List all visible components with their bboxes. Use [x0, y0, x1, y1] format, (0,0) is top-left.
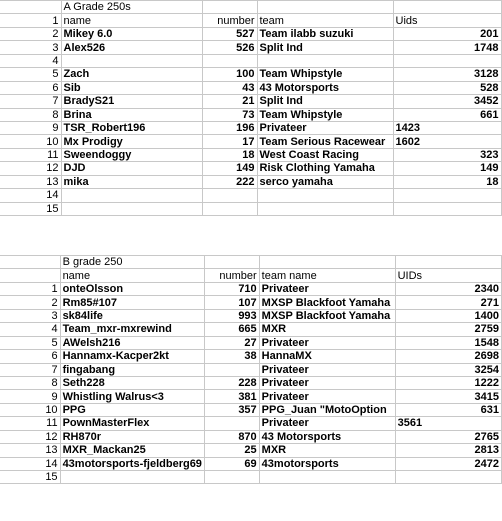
header-team[interactable]: team name [259, 269, 395, 282]
rider-number-cell[interactable]: 27 [204, 336, 259, 349]
rider-name-cell[interactable]: Team_mxr-mxrewind [60, 323, 204, 336]
table-row [0, 417, 502, 430]
rider-number-cell[interactable] [202, 202, 257, 215]
row-number: 11 [0, 148, 61, 161]
team-cell[interactable]: HannaMX [259, 350, 395, 363]
rider-name-cell[interactable]: TSR_Robert196 [61, 121, 202, 134]
row-number: 13 [0, 175, 61, 188]
table-row [0, 54, 501, 67]
table-row [0, 282, 502, 295]
header-name[interactable]: name [61, 14, 202, 27]
team-cell[interactable]: Team Whipstyle [257, 68, 393, 81]
team-cell[interactable]: Team Whipstyle [257, 108, 393, 121]
uid-cell[interactable]: 1748 [393, 41, 501, 54]
table-row [0, 323, 502, 336]
uid-cell[interactable]: 1548 [395, 336, 501, 349]
team-cell[interactable]: Team ilabb suzuki [257, 27, 393, 40]
table-row [0, 309, 502, 322]
rider-number-cell[interactable]: 17 [202, 135, 257, 148]
rider-name-cell[interactable]: sk84life [60, 309, 204, 322]
rider-number-cell[interactable]: 665 [204, 323, 259, 336]
table-row [0, 41, 501, 54]
header-row [0, 269, 502, 282]
team-cell[interactable] [259, 471, 395, 484]
table-row [0, 148, 501, 161]
table-row [0, 444, 502, 457]
uid-cell[interactable]: 1423 [393, 121, 501, 134]
empty-cell[interactable] [259, 256, 395, 269]
table-row [0, 336, 502, 349]
rider-name-cell[interactable]: Mx Prodigy [61, 135, 202, 148]
team-cell[interactable]: Privateer [259, 376, 395, 389]
table-row [0, 108, 501, 121]
uid-cell[interactable]: 3254 [395, 363, 501, 376]
uid-cell[interactable]: 3561 [395, 417, 501, 430]
uid-cell[interactable]: 1222 [395, 376, 501, 389]
table-row [0, 95, 501, 108]
team-cell[interactable]: 43motorsports [259, 457, 395, 470]
rider-name-cell[interactable]: Alex526 [61, 41, 202, 54]
team-cell[interactable]: West Coast Racing [257, 148, 393, 161]
rider-number-cell[interactable]: 870 [204, 430, 259, 443]
rider-number-cell[interactable]: 527 [202, 27, 257, 40]
header-uids[interactable]: UIDs [395, 269, 501, 282]
header-number[interactable]: number [202, 14, 257, 27]
rider-number-cell[interactable] [204, 363, 259, 376]
uid-cell[interactable]: 2472 [395, 457, 501, 470]
rider-name-cell[interactable]: BradyS21 [61, 95, 202, 108]
uid-cell[interactable]: 631 [395, 403, 501, 416]
rider-name-cell[interactable] [61, 202, 202, 215]
row-number: 1 [0, 282, 60, 295]
table-row [0, 403, 502, 416]
row-number: 3 [0, 41, 61, 54]
rider-number-cell[interactable] [204, 471, 259, 484]
table-row [0, 135, 501, 148]
section-title-row [0, 1, 501, 14]
rider-name-cell[interactable] [61, 189, 202, 202]
uid-cell[interactable]: 528 [393, 81, 501, 94]
row-number: 7 [0, 363, 60, 376]
team-cell[interactable]: Privateer [257, 121, 393, 134]
rider-number-cell[interactable]: 100 [202, 68, 257, 81]
rider-number-cell[interactable]: 526 [202, 41, 257, 54]
row-number: 11 [0, 417, 60, 430]
team-cell[interactable]: Privateer [259, 282, 395, 295]
rider-name-cell[interactable]: Hannamx-Kacper2kt [60, 350, 204, 363]
rider-number-cell[interactable]: 38 [204, 350, 259, 363]
rider-name-cell[interactable]: AWelsh216 [60, 336, 204, 349]
row-number: 2 [0, 296, 60, 309]
uid-cell[interactable]: 271 [395, 296, 501, 309]
team-cell[interactable] [257, 202, 393, 215]
uid-cell[interactable]: 201 [393, 27, 501, 40]
row-number: 15 [0, 202, 61, 215]
table-row [0, 457, 502, 470]
team-cell[interactable]: Privateer [259, 363, 395, 376]
rider-number-cell[interactable]: 21 [202, 95, 257, 108]
table-row [0, 363, 502, 376]
table-row [0, 350, 502, 363]
rider-name-cell[interactable]: onteOlsson [60, 282, 204, 295]
uid-cell[interactable]: 2765 [395, 430, 501, 443]
header-number[interactable]: number [204, 269, 259, 282]
rider-number-cell[interactable] [204, 417, 259, 430]
table-row [0, 202, 501, 215]
team-cell[interactable]: Team Serious Racewear [257, 135, 393, 148]
rider-name-cell[interactable]: 43motorsports-fjeldberg69 [60, 457, 204, 470]
rider-name-cell[interactable]: mika [61, 175, 202, 188]
table-row [0, 175, 501, 188]
rider-name-cell[interactable]: Sib [61, 81, 202, 94]
rider-number-cell[interactable] [202, 189, 257, 202]
team-cell[interactable]: Split Ind [257, 41, 393, 54]
row-number: 13 [0, 444, 60, 457]
team-cell[interactable]: Split Ind [257, 95, 393, 108]
team-cell[interactable]: MXSP Blackfoot Yamaha [259, 296, 395, 309]
rider-number-cell[interactable]: 69 [204, 457, 259, 470]
team-cell[interactable]: Privateer [259, 390, 395, 403]
row-number: 8 [0, 108, 61, 121]
row-number: 6 [0, 81, 61, 94]
a-grade-table [0, 0, 502, 216]
table-row [0, 430, 502, 443]
team-cell[interactable]: MXR [259, 444, 395, 457]
team-cell[interactable] [257, 54, 393, 67]
rider-name-cell[interactable] [61, 54, 202, 67]
header-name[interactable]: name [60, 269, 204, 282]
row-number: 14 [0, 189, 61, 202]
uid-cell[interactable] [393, 54, 501, 67]
table-row [0, 27, 501, 40]
team-cell[interactable]: 43 Motorsports [259, 430, 395, 443]
table-row [0, 189, 501, 202]
header-team[interactable]: team [257, 14, 393, 27]
table-row [0, 162, 501, 175]
row-number [0, 256, 60, 269]
empty-cell[interactable] [204, 256, 259, 269]
row-number: 12 [0, 430, 60, 443]
uid-cell[interactable]: 2698 [395, 350, 501, 363]
table-row [0, 296, 502, 309]
b-grade-table [0, 255, 502, 484]
team-cell[interactable]: Risk Clothing Yamaha [257, 162, 393, 175]
rider-name-cell[interactable]: Mikey 6.0 [61, 27, 202, 40]
rider-number-cell[interactable]: 993 [204, 309, 259, 322]
rider-number-cell[interactable]: 196 [202, 121, 257, 134]
rider-name-cell[interactable]: fingabang [60, 363, 204, 376]
section-title[interactable]: A Grade 250s [61, 1, 202, 14]
table-row [0, 376, 502, 389]
rider-name-cell[interactable]: Seth228 [60, 376, 204, 389]
team-cell[interactable] [257, 189, 393, 202]
row-number: 4 [0, 54, 61, 67]
section-title[interactable]: B grade 250 [60, 256, 204, 269]
uid-cell[interactable]: 2340 [395, 282, 501, 295]
table-row [0, 471, 502, 484]
rider-number-cell[interactable]: 73 [202, 108, 257, 121]
rider-name-cell[interactable] [60, 471, 204, 484]
row-number: 9 [0, 390, 60, 403]
rider-number-cell[interactable]: 357 [204, 403, 259, 416]
empty-cell[interactable] [257, 1, 393, 14]
team-cell[interactable]: MXR [259, 323, 395, 336]
uid-cell[interactable]: 1602 [393, 135, 501, 148]
empty-cell[interactable] [393, 1, 501, 14]
row-number: 14 [0, 457, 60, 470]
rider-name-cell[interactable]: DJD [61, 162, 202, 175]
rider-name-cell[interactable]: Rm85#107 [60, 296, 204, 309]
row-number: 5 [0, 336, 60, 349]
row-number [0, 269, 60, 282]
team-cell[interactable]: 43 Motorsports [257, 81, 393, 94]
header-uids[interactable]: Uids [393, 14, 501, 27]
rider-name-cell[interactable]: Whistling Walrus<3 [60, 390, 204, 403]
uid-cell[interactable] [395, 471, 501, 484]
uid-cell[interactable]: 3452 [393, 95, 501, 108]
row-number: 8 [0, 376, 60, 389]
team-cell[interactable]: PPG_Juan "MotoOption [259, 403, 395, 416]
header-row [0, 14, 501, 27]
rider-number-cell[interactable]: 228 [204, 376, 259, 389]
rider-number-cell[interactable] [202, 54, 257, 67]
rider-number-cell[interactable]: 25 [204, 444, 259, 457]
empty-cell[interactable] [202, 1, 257, 14]
team-cell[interactable]: Privateer [259, 336, 395, 349]
uid-cell[interactable]: 2759 [395, 323, 501, 336]
uid-cell[interactable]: 149 [393, 162, 501, 175]
rider-number-cell[interactable]: 149 [202, 162, 257, 175]
rider-number-cell[interactable]: 381 [204, 390, 259, 403]
row-number: 4 [0, 323, 60, 336]
rider-number-cell[interactable]: 43 [202, 81, 257, 94]
row-number: 5 [0, 68, 61, 81]
row-number: 12 [0, 162, 61, 175]
team-cell[interactable]: Privateer [259, 417, 395, 430]
table-row [0, 68, 501, 81]
uid-cell[interactable]: 661 [393, 108, 501, 121]
uid-cell[interactable]: 2813 [395, 444, 501, 457]
rider-name-cell[interactable]: PPG [60, 403, 204, 416]
rider-number-cell[interactable]: 18 [202, 148, 257, 161]
uid-cell[interactable]: 3415 [395, 390, 501, 403]
uid-cell[interactable]: 1400 [395, 309, 501, 322]
empty-cell[interactable] [395, 256, 501, 269]
rider-name-cell[interactable]: Sweendoggy [61, 148, 202, 161]
table-row [0, 81, 501, 94]
uid-cell[interactable] [393, 189, 501, 202]
rider-name-cell[interactable]: Zach [61, 68, 202, 81]
row-number [0, 1, 61, 14]
row-number: 3 [0, 309, 60, 322]
rider-name-cell[interactable]: MXR_Mackan25 [60, 444, 204, 457]
row-number: 10 [0, 135, 61, 148]
team-cell[interactable]: MXSP Blackfoot Yamaha [259, 309, 395, 322]
row-number: 6 [0, 350, 60, 363]
uid-cell[interactable]: 18 [393, 175, 501, 188]
rider-number-cell[interactable]: 710 [204, 282, 259, 295]
row-number: 1 [0, 14, 61, 27]
rider-name-cell[interactable]: Brina [61, 108, 202, 121]
uid-cell[interactable]: 323 [393, 148, 501, 161]
rider-name-cell[interactable]: PownMasterFlex [60, 417, 204, 430]
row-number: 10 [0, 403, 60, 416]
table-row [0, 121, 501, 134]
uid-cell[interactable]: 3128 [393, 68, 501, 81]
uid-cell[interactable] [393, 202, 501, 215]
rider-name-cell[interactable]: RH870r [60, 430, 204, 443]
rider-number-cell[interactable]: 107 [204, 296, 259, 309]
row-number: 2 [0, 27, 61, 40]
row-number: 7 [0, 95, 61, 108]
row-number: 15 [0, 471, 60, 484]
section-title-row [0, 256, 502, 269]
team-cell[interactable]: serco yamaha [257, 175, 393, 188]
rider-number-cell[interactable]: 222 [202, 175, 257, 188]
row-number: 9 [0, 121, 61, 134]
table-row [0, 390, 502, 403]
